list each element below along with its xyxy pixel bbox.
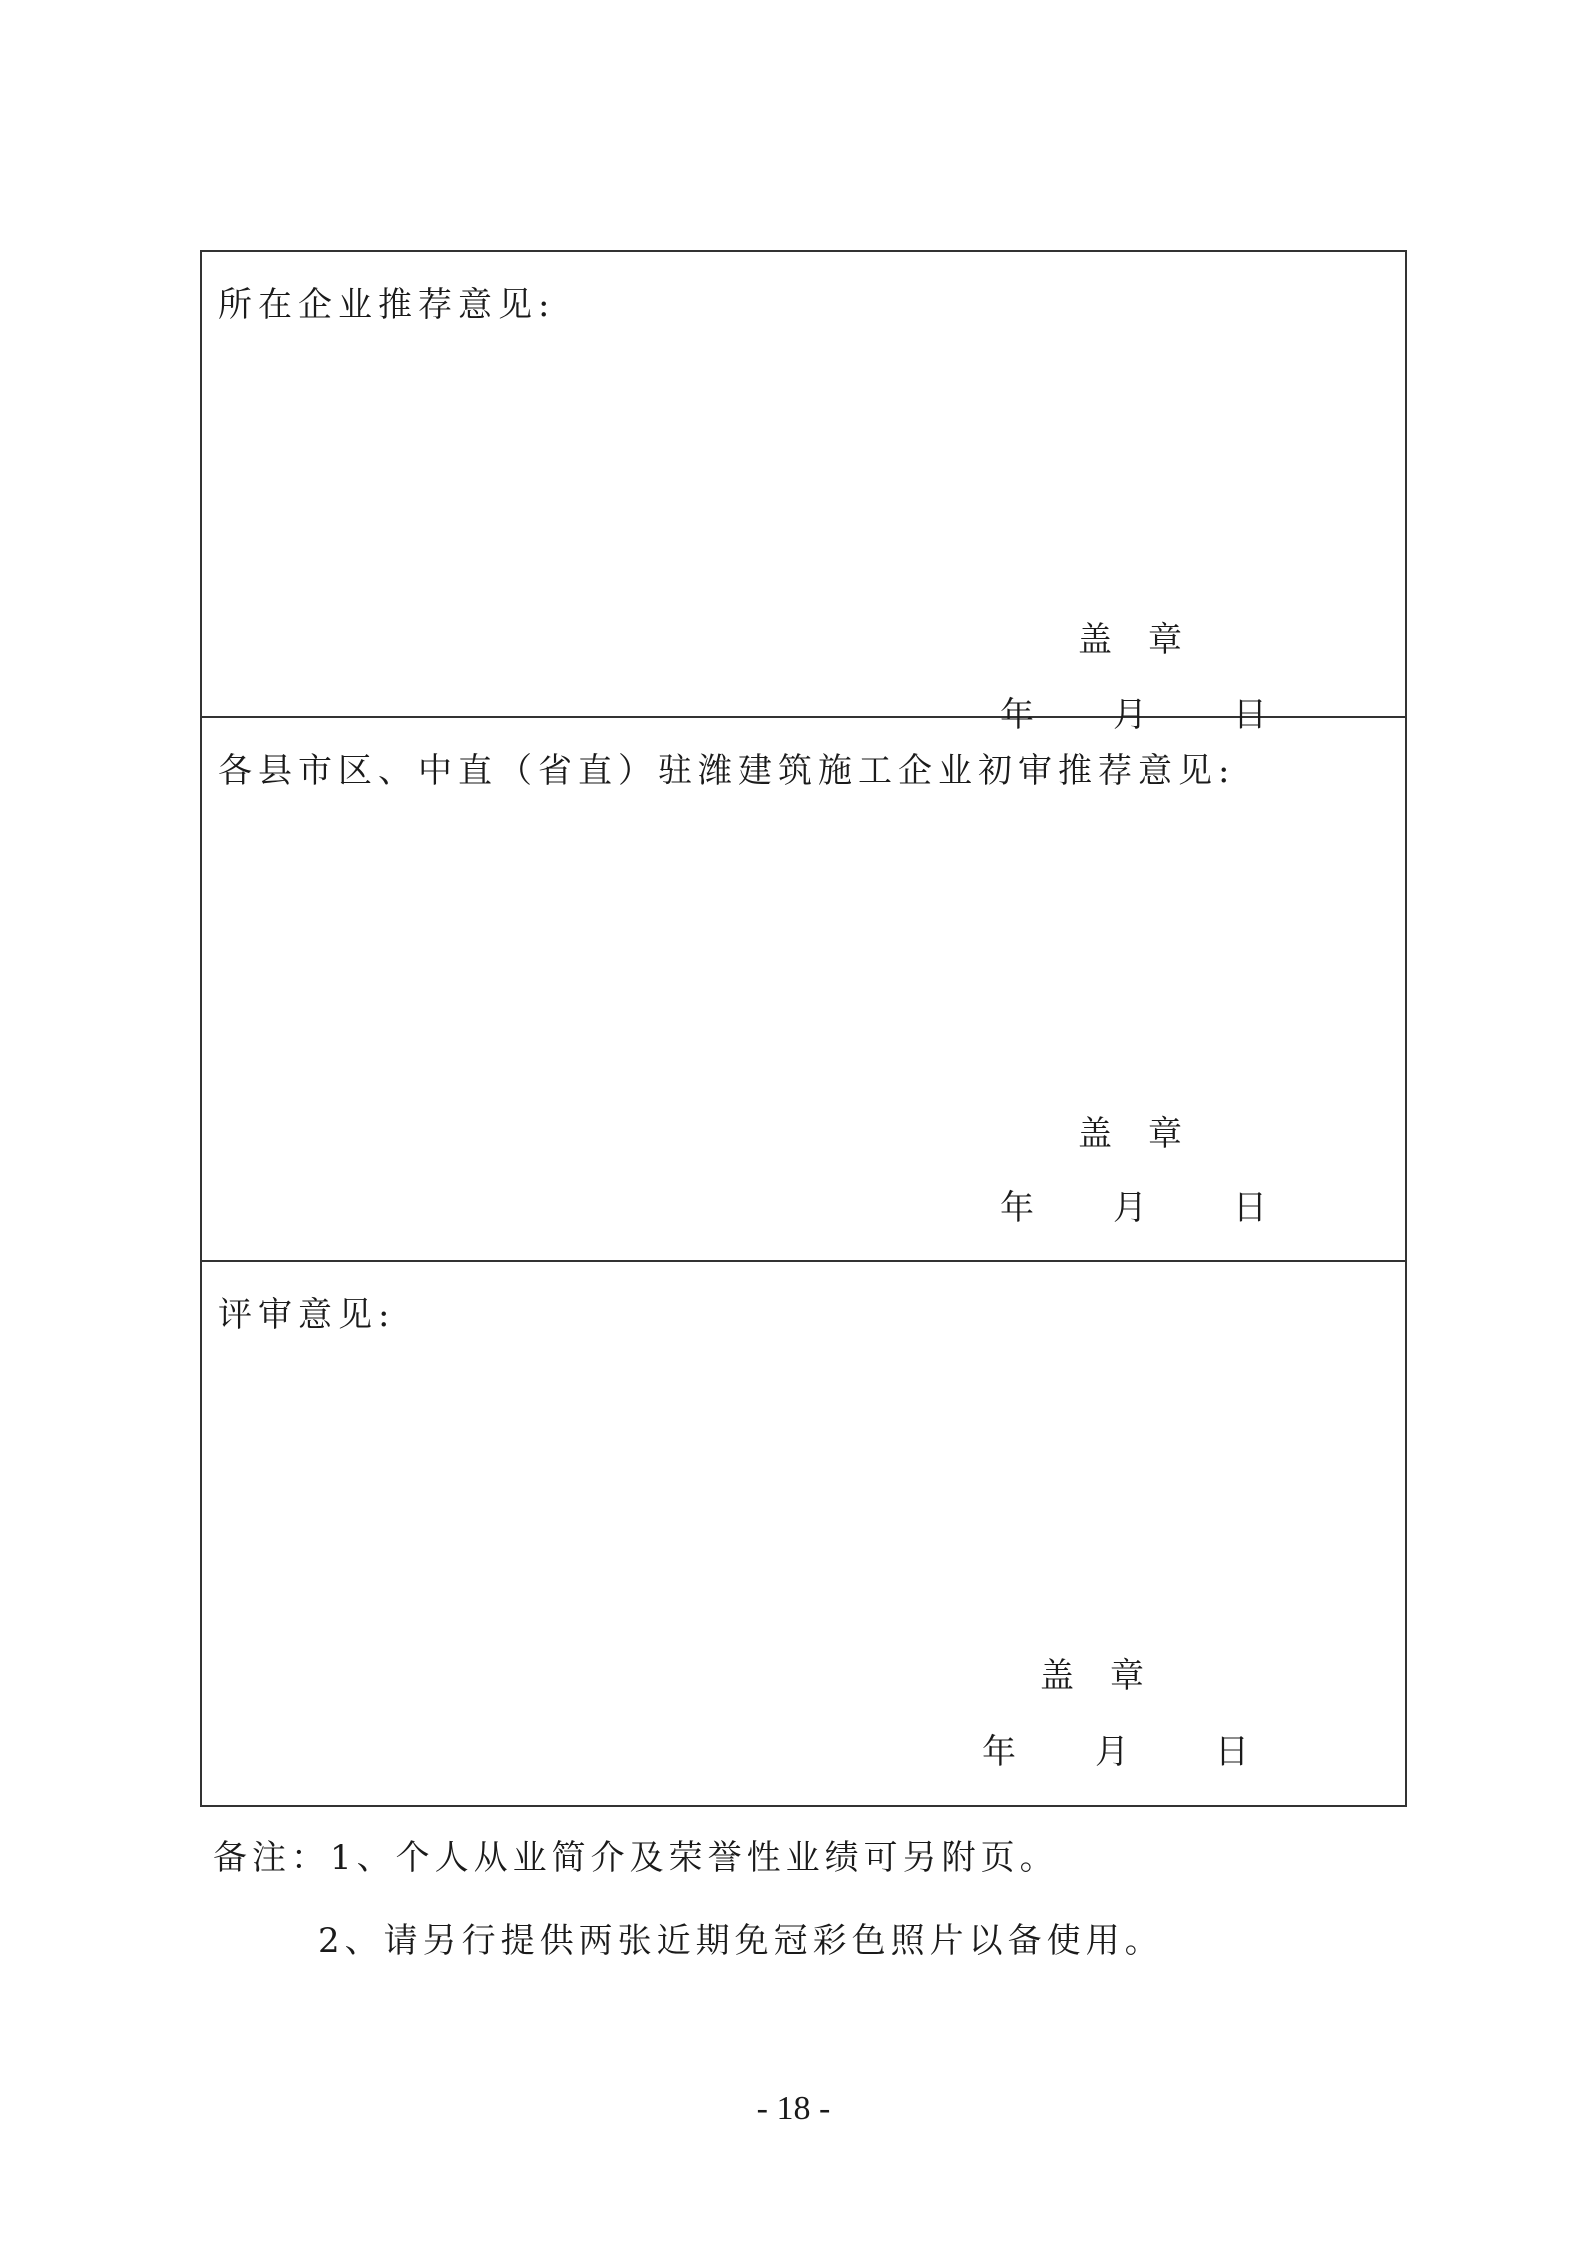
remarks-line-1: 备注：1、个人从业简介及荣誉性业绩可另附页。 [213,1838,1059,1878]
date-month-label: 月 [1113,695,1147,735]
date-day-label: 日 [1233,695,1267,735]
recommendation-form-table [200,250,1407,1807]
enterprise-recommendation-section [202,252,1405,735]
page-number: - 18 - [756,2090,831,2127]
section-title: 各县市区、中直（省直）驻潍建筑施工企业初审推荐意见: [218,751,1236,791]
seal-char: 章 [1148,620,1182,660]
date-month-label: 月 [1113,1188,1147,1228]
seal-char: 章 [1148,1114,1182,1154]
date-day-label: 日 [1233,1188,1267,1228]
seal-char: 盖 [1078,620,1112,660]
review-opinion-section [202,1262,1405,1805]
section-title: 评审意见: [218,1295,396,1335]
seal-label [1078,612,1182,661]
seal-char: 盖 [1040,1656,1074,1696]
county-initial-review-section [202,718,1405,1262]
seal-char: 盖 [1078,1114,1112,1154]
date-year-label: 年 [1000,695,1034,735]
seal-label [1078,1106,1182,1155]
seal-char: 章 [1110,1656,1144,1696]
seal-label [1040,1648,1144,1697]
date-year-label: 年 [1000,1188,1034,1228]
date-day-label: 日 [1215,1732,1249,1772]
section-title: 所在企业推荐意见: [218,285,556,325]
date-year-label: 年 [982,1732,1016,1772]
date-month-label: 月 [1095,1732,1129,1772]
remarks-line-2: 2、请另行提供两张近期免冠彩色照片以备使用。 [318,1921,1164,1961]
